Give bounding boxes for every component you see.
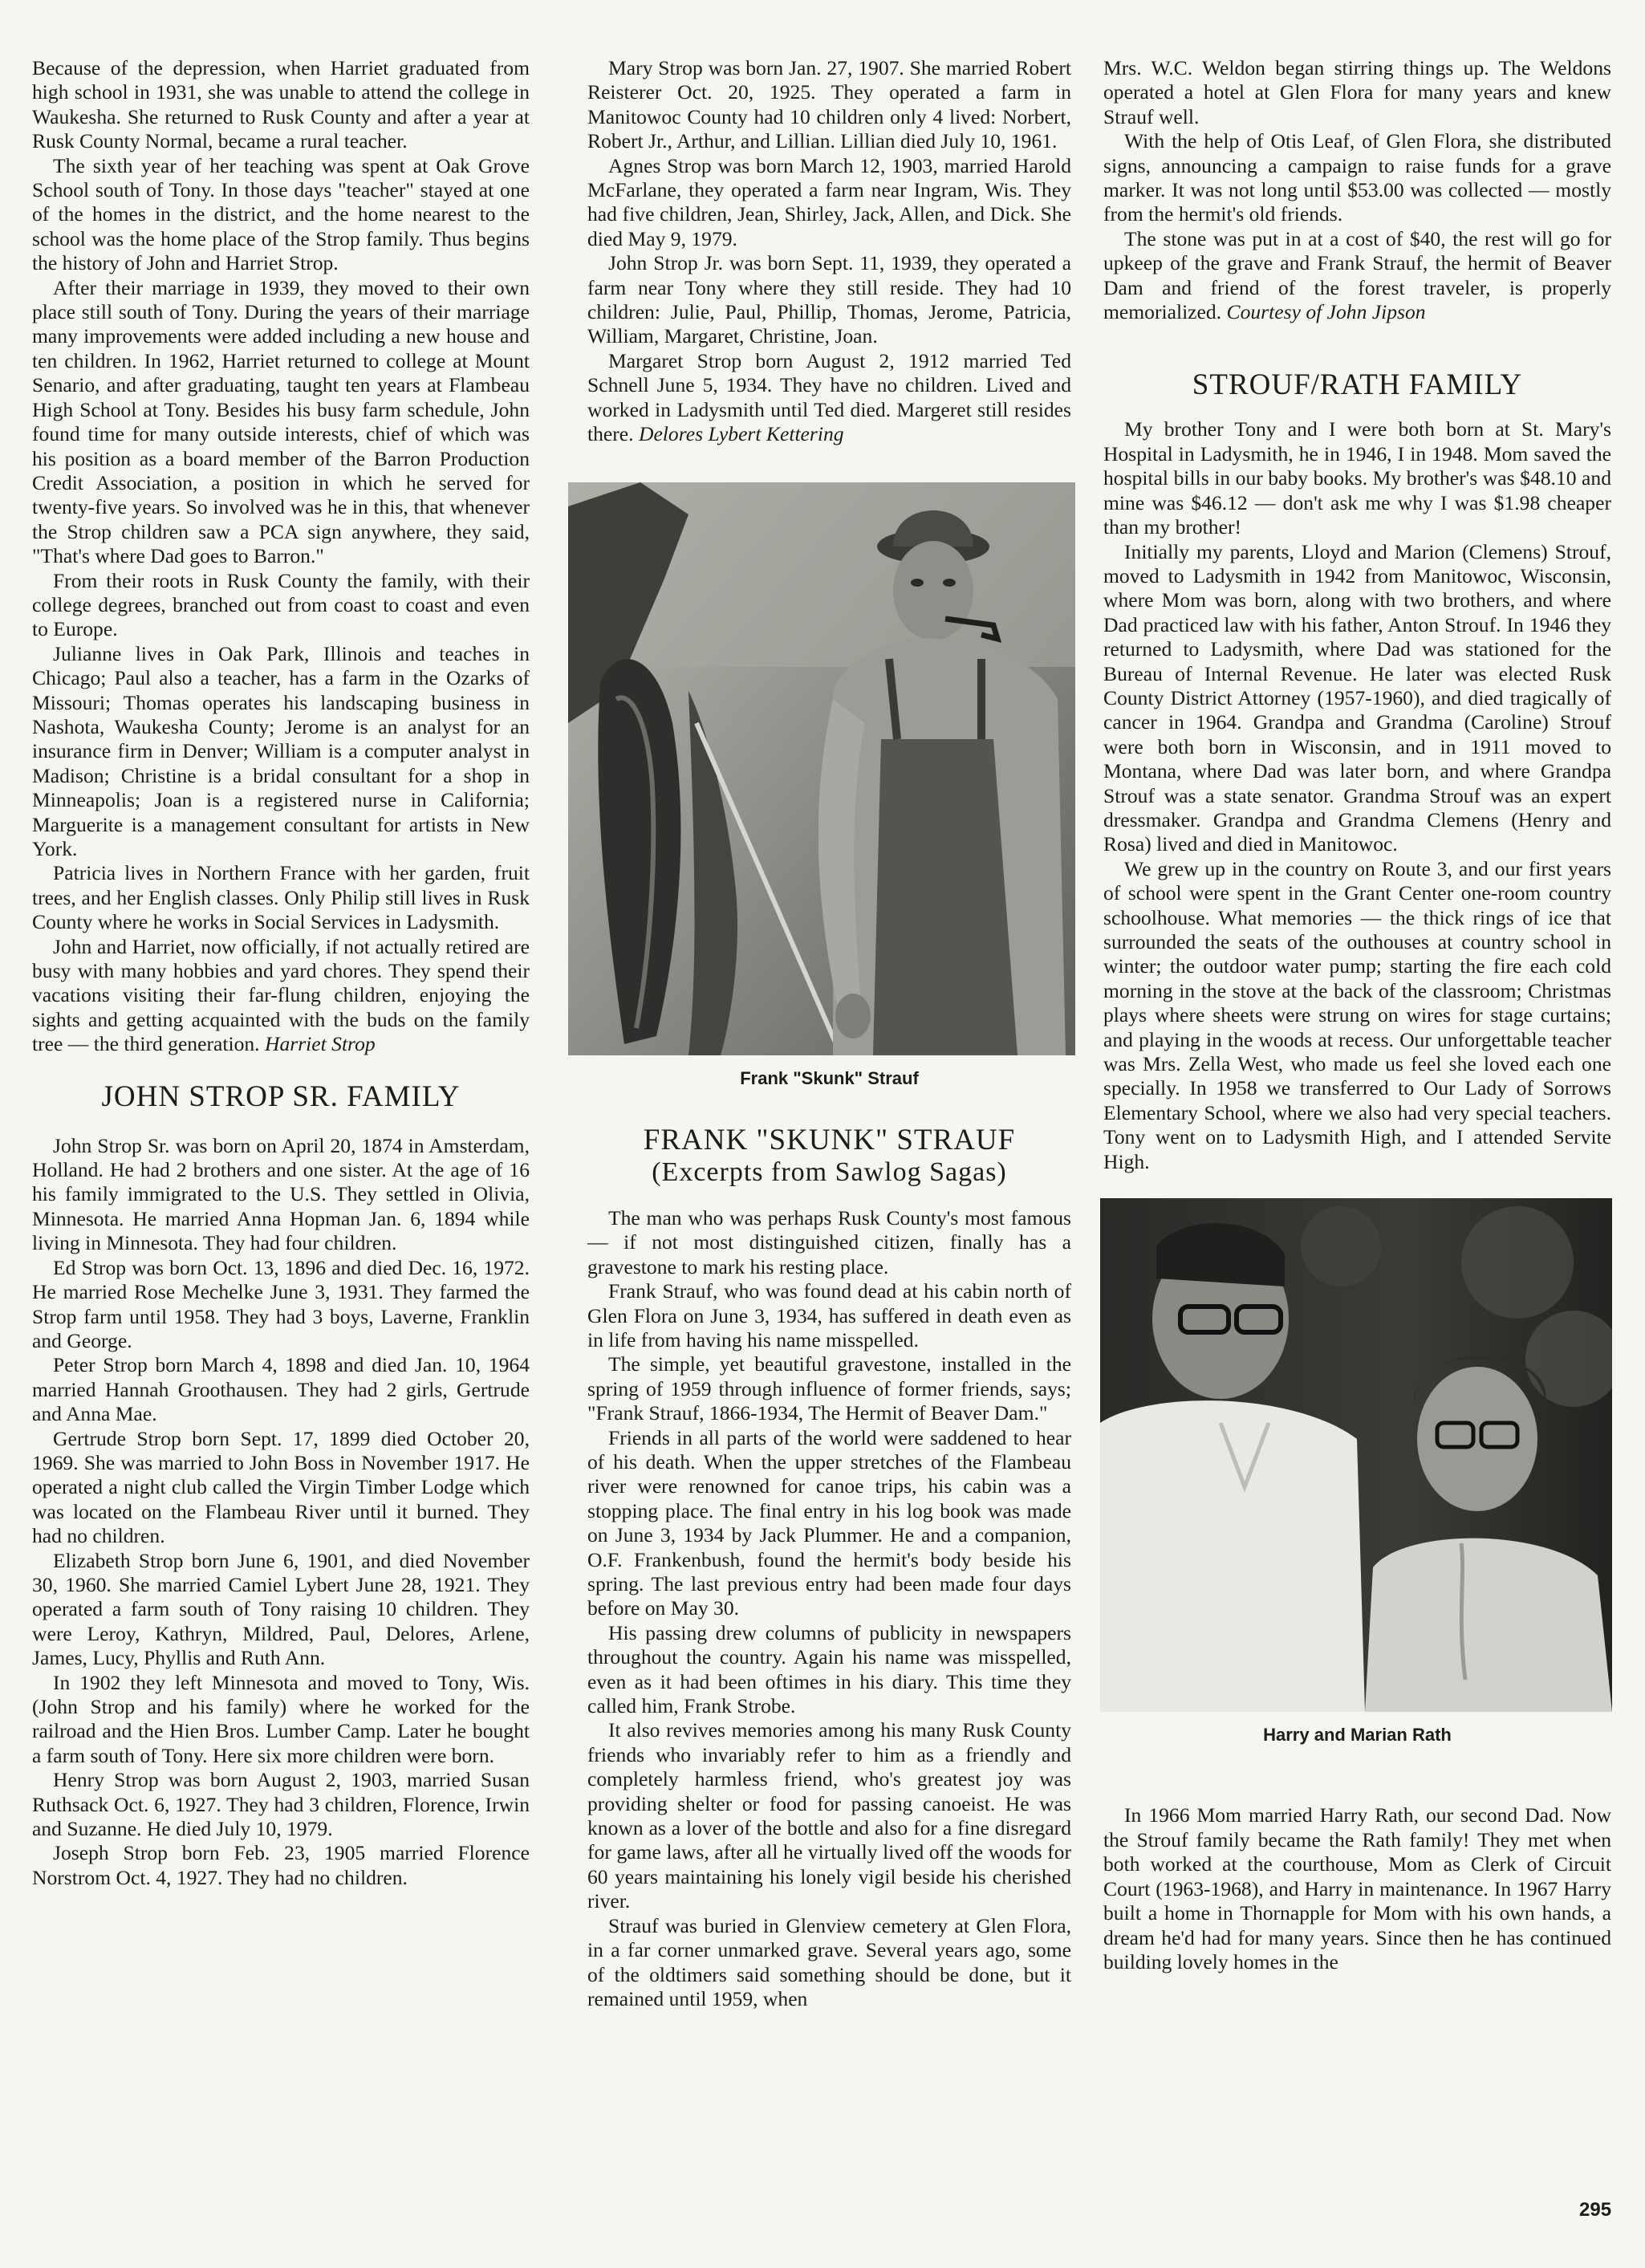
- paragraph-with-signature: [587, 349, 1071, 447]
- paragraph: The simple, yet beautiful gravestone, installed in the spring of 1959 through influence of former friends, says; "Frank Strauf, 1866-1934, The Hermit of Beaver Dam.": [587, 1352, 1071, 1425]
- paragraph: Frank Strauf, who was found dead at his cabin north of Glen Flora on June 3, 1934, has suffered in death even as in life from having his name misspelled.: [587, 1279, 1071, 1351]
- paragraph: Ed Strop was born Oct. 13, 1896 and died Dec. 16, 1972. He married Rose Mechelke June 3, 1931. They farmed the Strop farm until 1958. They had 3 boys, Laverne, Franklin and George.: [32, 1255, 530, 1352]
- paragraph: Initially my parents, Lloyd and Marion (Clemens) Strouf, moved to Ladysmith in 1942 from Manitowoc, Wisconsin, where Mom was born, along with two brothers, and where Dad practiced law with his father, Anton Strouf. In 1946 they returned to Ladysmith, where Dad was stationed for the Bureau of Internal Revenue. He later was elected Rusk County District Attorney (1957-1960), and died tragically of cancer in 1964. Grandpa and Grandma (Caroline) Strouf were both born in Wisconsin, and in 1911 moved to Montana, where Dad was later born, and where Grandpa Strouf was a state senator. Grandma Strouf was an expert dressmaker. Grandpa and Grandma Clemens (Henry and Rosa) lived and died in Manitowoc.: [1103, 539, 1611, 856]
- paragraph: John Strop Jr. was born Sept. 11, 1939, they operated a farm near Tony where they still reside. They had 10 children: Julie, Paul, Phillip, Thomas, Jerome, Patricia, William, Margaret, Christine, Joan.: [587, 251, 1071, 348]
- section-heading-title: FRANK "SKUNK" STRAUF: [643, 1123, 1016, 1156]
- photo-frank-strauf-image: [568, 482, 1075, 1055]
- paragraph: In 1902 they left Minnesota and moved to Tony, Wis. (John Strop and his family) where he worked for the railroad and the Hien Bros. Lumber Camp. Later he bought a farm south of Tony. Here six more children were born.: [32, 1670, 530, 1767]
- page-number: 295: [1579, 2199, 1612, 2221]
- paragraph: The sixth year of her teaching was spent at Oak Grove School south of Tony. In those days "teacher" stayed at one of the homes in the district, and the home nearest to the school was the home place of the Strop family. Thus begins the history of John and Harriet Strop.: [32, 153, 530, 275]
- paragraph: From their roots in Rusk County the family, with their college degrees, branched out from coast to coast and even to Europe.: [32, 568, 530, 641]
- paragraph: With the help of Otis Leaf, of Glen Flora, she distributed signs, announcing a campaign to raise funds for a grave marker. It was not long until $53.00 was collected — mostly from the hermit's old friends.: [1103, 129, 1611, 226]
- paragraph: Friends in all parts of the world were saddened to hear of his death. When the upper stretches of the Flambeau river were renowned for canoe trips, his cabin was a stopping place. The final entry in his log book was made on June 3, 1934 by Jack Plummer. He and a companion, O.F. Frankenbush, found the hermit's body beside his spring. The last previous entry had been made four days before on May 30.: [587, 1425, 1071, 1620]
- paragraph: We grew up in the country on Route 3, and our first years of school were spent in the Grant Center one-room country schoolhouse. What memories — the thick rings of ice that surrounded the seats of the outhouses at country school in winter; the outdoor water pump; starting the fire each cold morning in the stove at the back of the classroom; Christmas plays where sheets were strung on wires for stage curtains; and playing in the woods at recess. Our unforgettable teacher was Mrs. Zella West, who made us feel she loved each one specially. In 1958 we transferred to Our Lady of Sorrows Elementary School, where we also had very special teachers. Tony went on to Ladysmith High, and I attended Servite High.: [1103, 856, 1611, 1173]
- section-heading: JOHN STROP SR. FAMILY: [101, 1079, 461, 1113]
- photo-frank-strauf: [568, 482, 1075, 1055]
- paragraph-text: John and Harriet, now officially, if not actually retired are busy with many hobbies and yard chores. They spend their vacations visiting their far-flung children, enjoying the sights and getting acquainted with the buds on the family tree — the third generation.: [32, 934, 530, 1056]
- paragraph: Julianne lives in Oak Park, Illinois and teaches in Chicago; Paul also a teacher, has a farm in the Ozarks of Missouri; Thomas operates his landscaping business in Nashota, Waukesha County; Jerome is an analyst for an insurance firm in Denver; William is a computer analyst in Madison; Christine is a bridal consultant for a shop in Minneapolis; Joan is a registered nurse in California; Marguerite is a management consultant for artists in New York.: [32, 641, 530, 860]
- paragraph: Peter Strop born March 4, 1898 and died Jan. 10, 1964 married Hannah Groothausen. They had 2 girls, Gertrude and Anna Mae.: [32, 1353, 530, 1426]
- section-heading: STROUF/RATH FAMILY: [1192, 368, 1523, 402]
- photo-harry-marian-rath-image: [1100, 1198, 1612, 1712]
- paragraph: John Strop Sr. was born on April 20, 1874 in Amsterdam, Holland. He had 2 brothers and one sister. At the age of 16 his family immigrated to the U.S. They settled in Olivia, Minnesota. He married Anna Hopman Jan. 6, 1894 while living in Minnesota. They had four children.: [32, 1133, 530, 1255]
- paragraph: Patricia lives in Northern France with her garden, fruit trees, and her English classes. Only Philip still lives in Rusk County where he works in Social Services in Ladysmith.: [32, 861, 530, 934]
- photo-harry-marian-rath: [1100, 1198, 1612, 1712]
- paragraph: My brother Tony and I were both born at St. Mary's Hospital in Ladysmith, he in 1946, I in 1948. Mom saved the hospital bills in our baby books. My brother's was $48.10 and mine was $46.12 — don't ask me why I was $1.98 cheaper than my brother!: [1103, 417, 1611, 539]
- paragraph-with-signature: [1103, 227, 1611, 325]
- paragraph: Elizabeth Strop born June 6, 1901, and died November 30, 1960. She married Camiel Lybert June 28, 1921. They operated a farm south of Tony raising 10 children. They were Leroy, Kathryn, Mildred, Paul, Delores, Arlene, James, Lucy, Phyllis and Ruth Ann.: [32, 1548, 530, 1670]
- paragraph: His passing drew columns of publicity in newspapers throughout the country. Again his name was misspelled, even as it had been oftimes in his diary. This time they called him, Frank Strobe.: [587, 1620, 1071, 1718]
- section-heading: [587, 1124, 1071, 1189]
- author-signature: Courtesy of John Jipson: [1226, 300, 1426, 324]
- photo-caption: Harry and Marian Rath: [1263, 1725, 1452, 1746]
- paragraph: Agnes Strop was born March 12, 1903, married Harold McFarlane, they operated a farm near Ingram, Wis. They had five children, Jean, Shirley, Jack, Allen, and Dick. She died May 9, 1979.: [587, 153, 1071, 250]
- paragraph: Strauf was buried in Glenview cemetery at Glen Flora, in a far corner unmarked grave. Several years ago, some of the oldtimers said something should be done, but it remained until 1959, when: [587, 1913, 1071, 2010]
- paragraph: Henry Strop was born August 2, 1903, married Susan Ruthsack Oct. 6, 1927. They had 3 children, Florence, Irwin and Suzanne. He died July 10, 1979.: [32, 1768, 530, 1841]
- author-signature: Harriet Strop: [264, 1032, 376, 1056]
- author-signature: Delores Lybert Kettering: [638, 422, 844, 446]
- paragraph: After their marriage in 1939, they moved to their own place still south of Tony. During the years of their marriage many improvements were added including a new house and ten children. In 1962, Harriet returned to college at Mount Senario, and after graduating, taught ten years at Flambeau High School at Tony. Besides his busy farm schedule, John found time for many outside interests, chief of which was his position as a board member of the Barron Production Credit Association, a position in which he served for twenty-five years. So involved was he in this, that whenever the Strop children saw a PCA sign anywhere, they said, "That's where Dad goes to Barron.": [32, 275, 530, 568]
- paragraph-with-signature: [32, 935, 530, 1057]
- paragraph-text: The stone was put in at a cost of $40, the rest will go for upkeep of the grave and Frank Strauf, the hermit of Beaver Dam and friend of the forest traveler, is properly memorialized.: [1103, 226, 1611, 324]
- photo-caption: Frank "Skunk" Strauf: [740, 1067, 919, 1088]
- column-right: [1103, 56, 1611, 1974]
- column-middle: [587, 56, 1071, 2011]
- paragraph: It also revives memories among his many Rusk County friends who invariably refer to him as a friendly and completely harmless friend, who's greatest joy was providing shelter or food for passing canoeist. He was known as a lover of the bottle and also for a fine disregard for game laws, after all he virtually lived off the woods for 60 years maintaining his lonely vigil beside his cherished river.: [587, 1718, 1071, 1913]
- paragraph: Joseph Strop born Feb. 23, 1905 married Florence Norstrom Oct. 4, 1927. They had no children.: [32, 1841, 530, 1889]
- column-left: [32, 56, 530, 1890]
- paragraph: Gertrude Strop born Sept. 17, 1899 died October 20, 1969. She was married to John Boss in November 1917. He operated a night club called the Virgin Timber Lodge which was located on the Flambeau River until it burned. They had no children.: [32, 1426, 530, 1548]
- paragraph-text: Margaret Strop born August 2, 1912 married Ted Schnell June 5, 1934. They have no children. Lived and worked in Ladysmith until Ted died. Margeret still resides there.: [587, 348, 1071, 446]
- paragraph: In 1966 Mom married Harry Rath, our second Dad. Now the Strouf family became the Rath family! They met when both worked at the courthouse, Mom as Clerk of Circuit Court (1963-1968), and Harry in maintenance. In 1967 Harry built a home in Thornapple for Mom with his own hands, a dream he'd had for many years. Since then he has continued building lovely homes in the: [1103, 1803, 1611, 1973]
- section-subheading: (Excerpts from Sawlog Sagas): [652, 1156, 1007, 1187]
- paragraph: The man who was perhaps Rusk County's most famous — if not most distinguished citizen, finally has a gravestone to mark his resting place.: [587, 1205, 1071, 1278]
- paragraph: Mrs. W.C. Weldon began stirring things up. The Weldons operated a hotel at Glen Flora for many years and knew Strauf well.: [1103, 56, 1611, 128]
- paragraph: Mary Strop was born Jan. 27, 1907. She married Robert Reisterer Oct. 20, 1925. They operated a farm in Manitowoc County had 10 children only 4 lived: Norbert, Robert Jr., Arthur, and Lillian. Lillian died July 10, 1961.: [587, 56, 1071, 153]
- paragraph: Because of the depression, when Harriet graduated from high school in 1931, she was unable to attend the college in Waukesha. She returned to Rusk County and after a year at Rusk County Normal, became a rural teacher.: [32, 56, 530, 153]
